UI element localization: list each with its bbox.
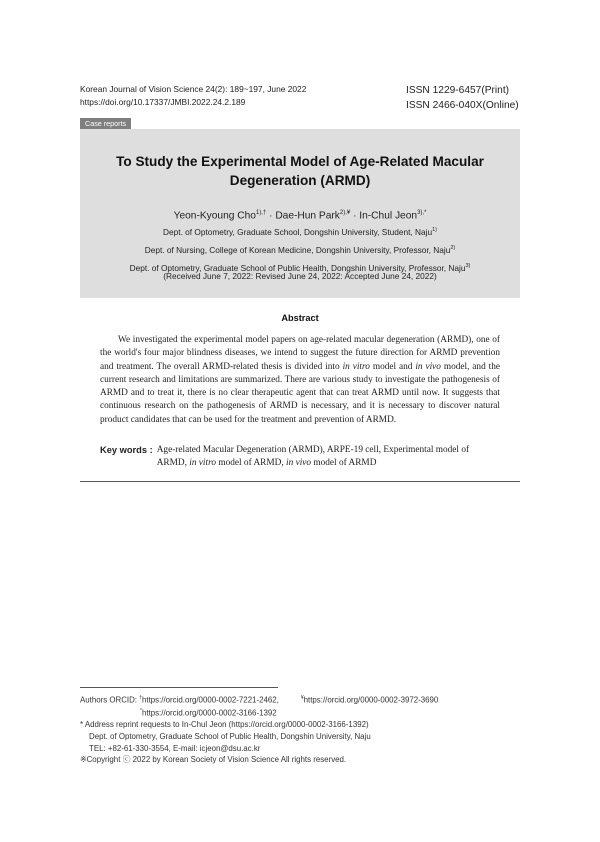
received-dates: (Received June 7, 2022: Revised June 24, 2022: Accepted June 24, 2022): [163, 271, 437, 281]
issn-online: ISSN 2466-040X(Online): [406, 100, 519, 111]
abstract-in-vitro: in vitro: [342, 361, 370, 372]
issn-block: [406, 83, 519, 113]
reprint-department: Dept. of Optometry, Graduate School of Public Health, Dongshin University, Naju: [89, 732, 371, 742]
keywords-in-vitro: in vitro: [189, 458, 217, 469]
author-2-sup: 2),¥: [339, 210, 351, 216]
orcid-1-link[interactable]: https://orcid.org/0000-0002-7221-2462,: [141, 695, 279, 705]
issn-print: ISSN 1229-6457(Print): [406, 85, 510, 96]
footnotes: [80, 693, 520, 766]
author-separator: ·: [350, 210, 360, 222]
footnote-divider: [80, 687, 278, 688]
affiliation-2-sup: 2): [450, 244, 456, 251]
copyright-notice: ※Copyright ⓒ 2022 by Korean Society of Vision Science All rights reserved.: [80, 755, 347, 765]
keywords-text-2: model of ARMD,: [216, 458, 287, 469]
author-2: Dae-Hun Park: [275, 210, 340, 222]
paper-title: [80, 152, 520, 190]
orcid-row-2: [80, 706, 520, 719]
affiliation-list: [80, 222, 520, 276]
journal-citation: [80, 83, 306, 109]
author-3-sup: 3),*: [417, 210, 427, 216]
orcid-3-link[interactable]: https://orcid.org/0000-0002-3166-1392: [141, 708, 277, 718]
title-line-1: To Study the Experimental Model of Age-Related Macular: [116, 154, 484, 169]
author-list: [80, 206, 520, 223]
keywords: [100, 444, 500, 471]
abstract-text-1: We investigated the experimental model papers on age-related macular degeneration (ARMD), one of the world's four major blindness diseases, we intend to suggest the future direction for ARMD prevention and treatment. The overall ARMD-related thesis is divided into: [100, 335, 500, 372]
author-3: In-Chul Jeon: [359, 210, 418, 222]
keywords-list: [157, 444, 500, 471]
keywords-label: Key words :: [100, 445, 153, 455]
affiliation-1-text: Dept. of Optometry, Graduate School, Dongshin University, Student, Naju: [163, 226, 433, 237]
reprint-request: * Address reprint requests to In-Chul Jeon (https://orcid.org/0000-0002-3166-1392): [80, 720, 369, 730]
keywords-text-1: Age-related Macular Degeneration (ARMD), ARPE-19 cell, Experimental model of ARMD,: [156, 445, 470, 469]
orcid-2-link[interactable]: https://orcid.org/0000-0002-3972-3690: [303, 695, 439, 705]
affiliation-1-sup: 1): [432, 227, 437, 233]
abstract-body: [100, 334, 500, 427]
keywords-in-vivo: in vivo: [286, 458, 312, 469]
affiliation-3-text: Dept. of Optometry, Graduate School of Public Health, Dongshin University, Professor, Naju: [129, 262, 466, 273]
title-line-2: Degeneration (ARMD): [229, 173, 371, 188]
affiliation-1: [80, 222, 520, 240]
abstract-text-3: model, and the current research and limitations are summarized. There are various study to investigate the pathogenesis of ARMD and to treat it, there is no clear therapeutic agent that can treat ARMD until now. It suggests that continuous research on the pathogenesis of ARMD is necessary, and it is necessary to discover natural product candidates that can be used for the treatment and prevention of ARMD.: [100, 361, 500, 425]
author-separator: ·: [266, 210, 276, 222]
orcid-2-symbol: ¥: [300, 695, 304, 701]
abstract-text-2: model and: [369, 361, 416, 372]
affiliation-3-sup: 3): [465, 262, 471, 269]
doi-link[interactable]: https://doi.org/10.17337/JMBI.2022.24.2.189: [80, 97, 246, 107]
journal-line: Korean Journal of Vision Science 24(2): 189~197, June 2022: [80, 84, 307, 94]
case-reports-tag: Case reports: [80, 118, 131, 130]
orcid-1-symbol: †: [139, 695, 142, 701]
orcid-label: Authors ORCID:: [80, 695, 140, 705]
orcid-row-1: [80, 693, 520, 706]
abstract-in-vivo: in vivo: [415, 361, 441, 372]
affiliation-2: [80, 240, 520, 258]
affiliation-2-text: Dept. of Nursing, College of Korean Medicine, Dongshin University, Professor, Naju: [144, 244, 451, 255]
reprint-contact: TEL: +82-61-330-3554, E-mail: icjeon@dsu.ac.kr: [89, 743, 261, 753]
section-divider: [80, 481, 520, 482]
orcid-3-symbol: *: [140, 708, 142, 715]
keywords-text-3: model of ARMD: [311, 458, 377, 469]
author-1: Yeon-Kyoung Cho: [173, 210, 256, 222]
abstract-heading: Abstract: [281, 313, 319, 323]
author-1-sup: 1),†: [255, 210, 267, 216]
